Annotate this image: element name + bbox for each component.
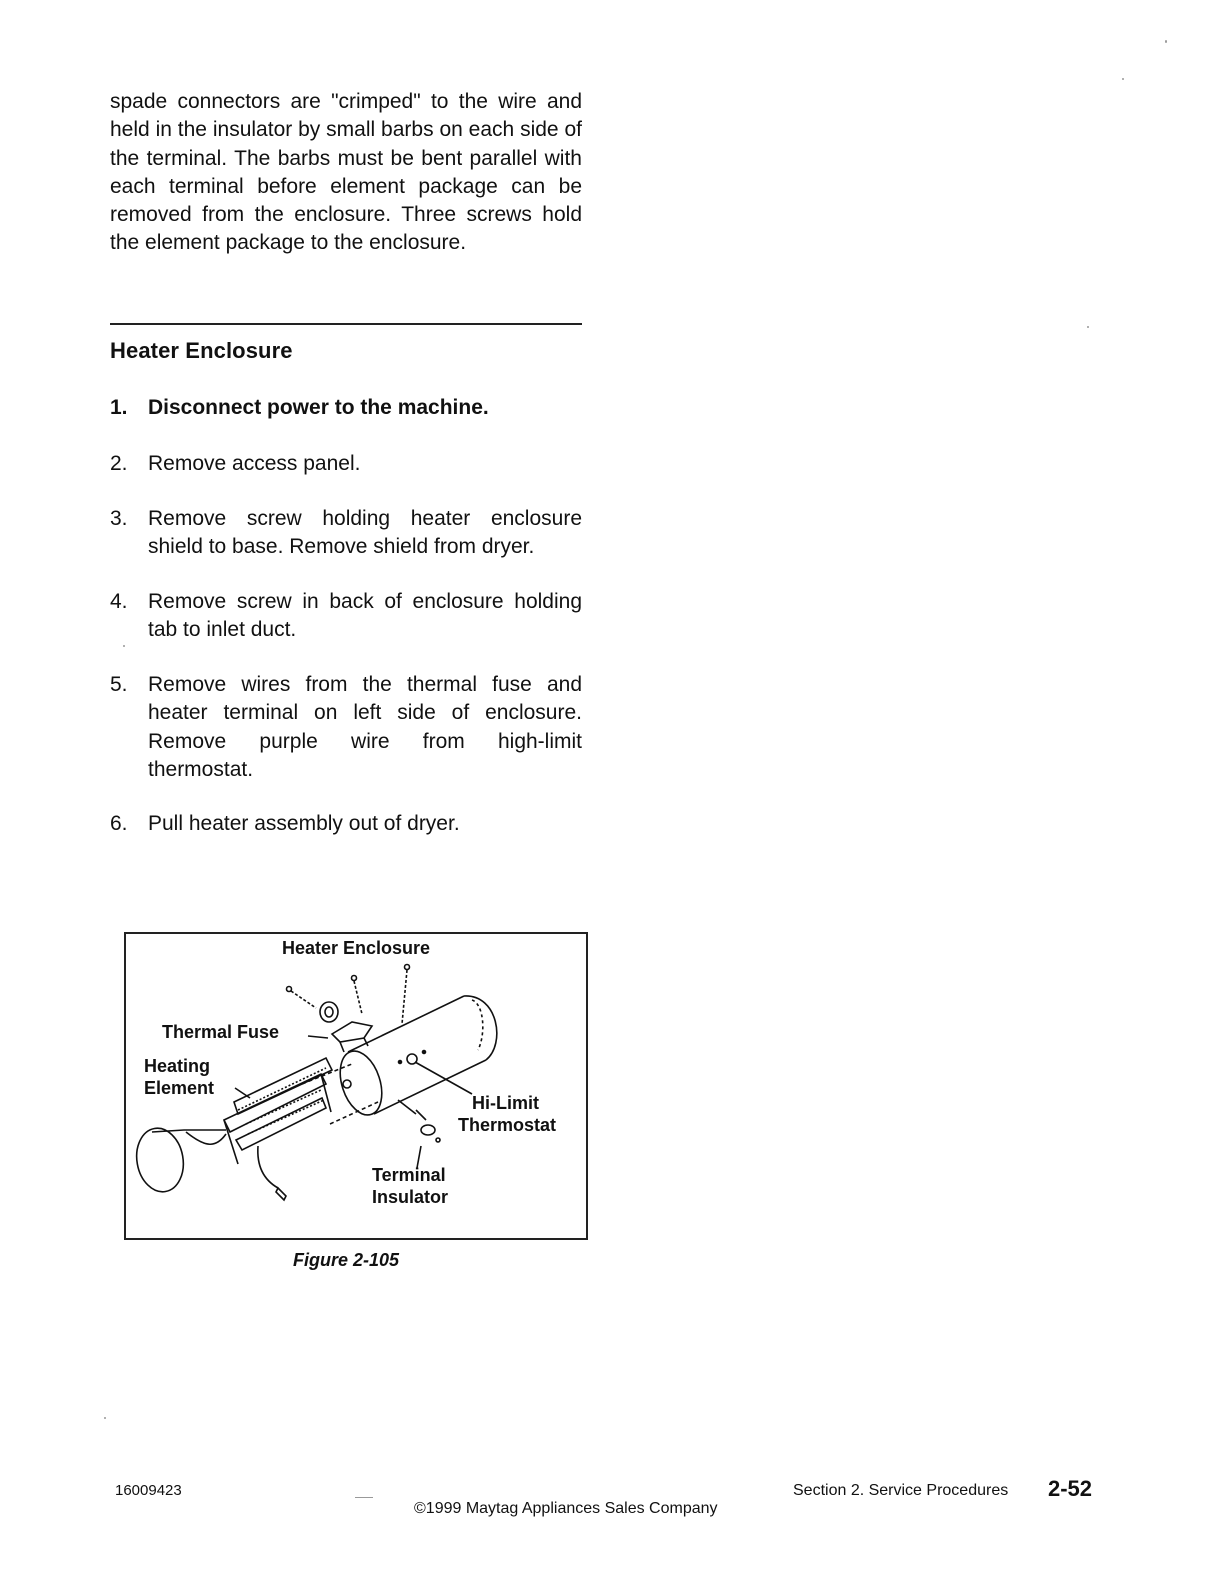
scan-speck <box>104 1417 106 1419</box>
step-text: Remove wires from the thermal fuse and heater terminal on left side of enclosure. Remove purple wire from high-limit thermostat. <box>148 673 582 781</box>
step-text: Remove access panel. <box>148 452 361 475</box>
section-title: Heater Enclosure <box>110 338 293 363</box>
step-number: 3. <box>110 507 128 530</box>
heating-element-label-line1: Heating <box>144 1056 211 1076</box>
figure-caption: Figure 2-105 <box>292 1250 400 1270</box>
step-text: Remove screw in back of enclosure holding tab to inlet duct. <box>148 590 582 642</box>
step-6 <box>110 810 582 838</box>
step-2 <box>110 450 582 478</box>
step-number: 2. <box>110 452 128 475</box>
step-1 <box>110 394 582 422</box>
step-4 <box>110 588 582 645</box>
heating-element-label-line2: Element <box>144 1078 215 1098</box>
step-3 <box>110 505 582 562</box>
step-number: 4. <box>110 590 128 613</box>
step-5 <box>110 671 582 784</box>
thermal-fuse-label: Thermal Fuse <box>162 1022 280 1042</box>
step-text: Pull heater assembly out of dryer. <box>148 812 460 835</box>
heater-enclosure-figure <box>124 932 588 1240</box>
intro-paragraph: spade connectors are "crimped" to the wire and held in the insulator by small barbs on each side of the terminal. The barbs must be bent parallel with each terminal before element package can be removed from the enclosure. Three screws hold the element package to the enclosure. <box>110 90 582 255</box>
terminal-insulator-label-line2: Insulator <box>372 1187 449 1207</box>
scan-speck <box>1165 40 1167 43</box>
step-number: 1. <box>110 396 128 419</box>
section-divider <box>110 323 582 325</box>
step-number: 5. <box>110 673 128 696</box>
step-text: Disconnect power to the machine. <box>148 396 489 419</box>
hi-limit-label-line2: Thermostat <box>458 1115 557 1135</box>
step-text: Remove screw holding heater enclosure shield to base. Remove shield from dryer. <box>148 507 582 559</box>
figure-title: Heater Enclosure <box>281 938 431 958</box>
scan-speck <box>1122 78 1124 80</box>
section-label: Section 2. Service Procedures <box>793 1482 1009 1499</box>
part-number: 16009423 <box>115 1482 182 1499</box>
scan-speck <box>355 1497 373 1498</box>
copyright: ©1999 Maytag Appliances Sales Company <box>414 1500 718 1517</box>
scan-speck <box>123 645 125 647</box>
hi-limit-label-line1: Hi-Limit <box>472 1093 539 1113</box>
step-number: 6. <box>110 812 128 835</box>
terminal-insulator-label-line1: Terminal <box>372 1165 446 1185</box>
page-number: 2-52 <box>1048 1476 1093 1501</box>
scan-speck <box>1087 326 1089 328</box>
